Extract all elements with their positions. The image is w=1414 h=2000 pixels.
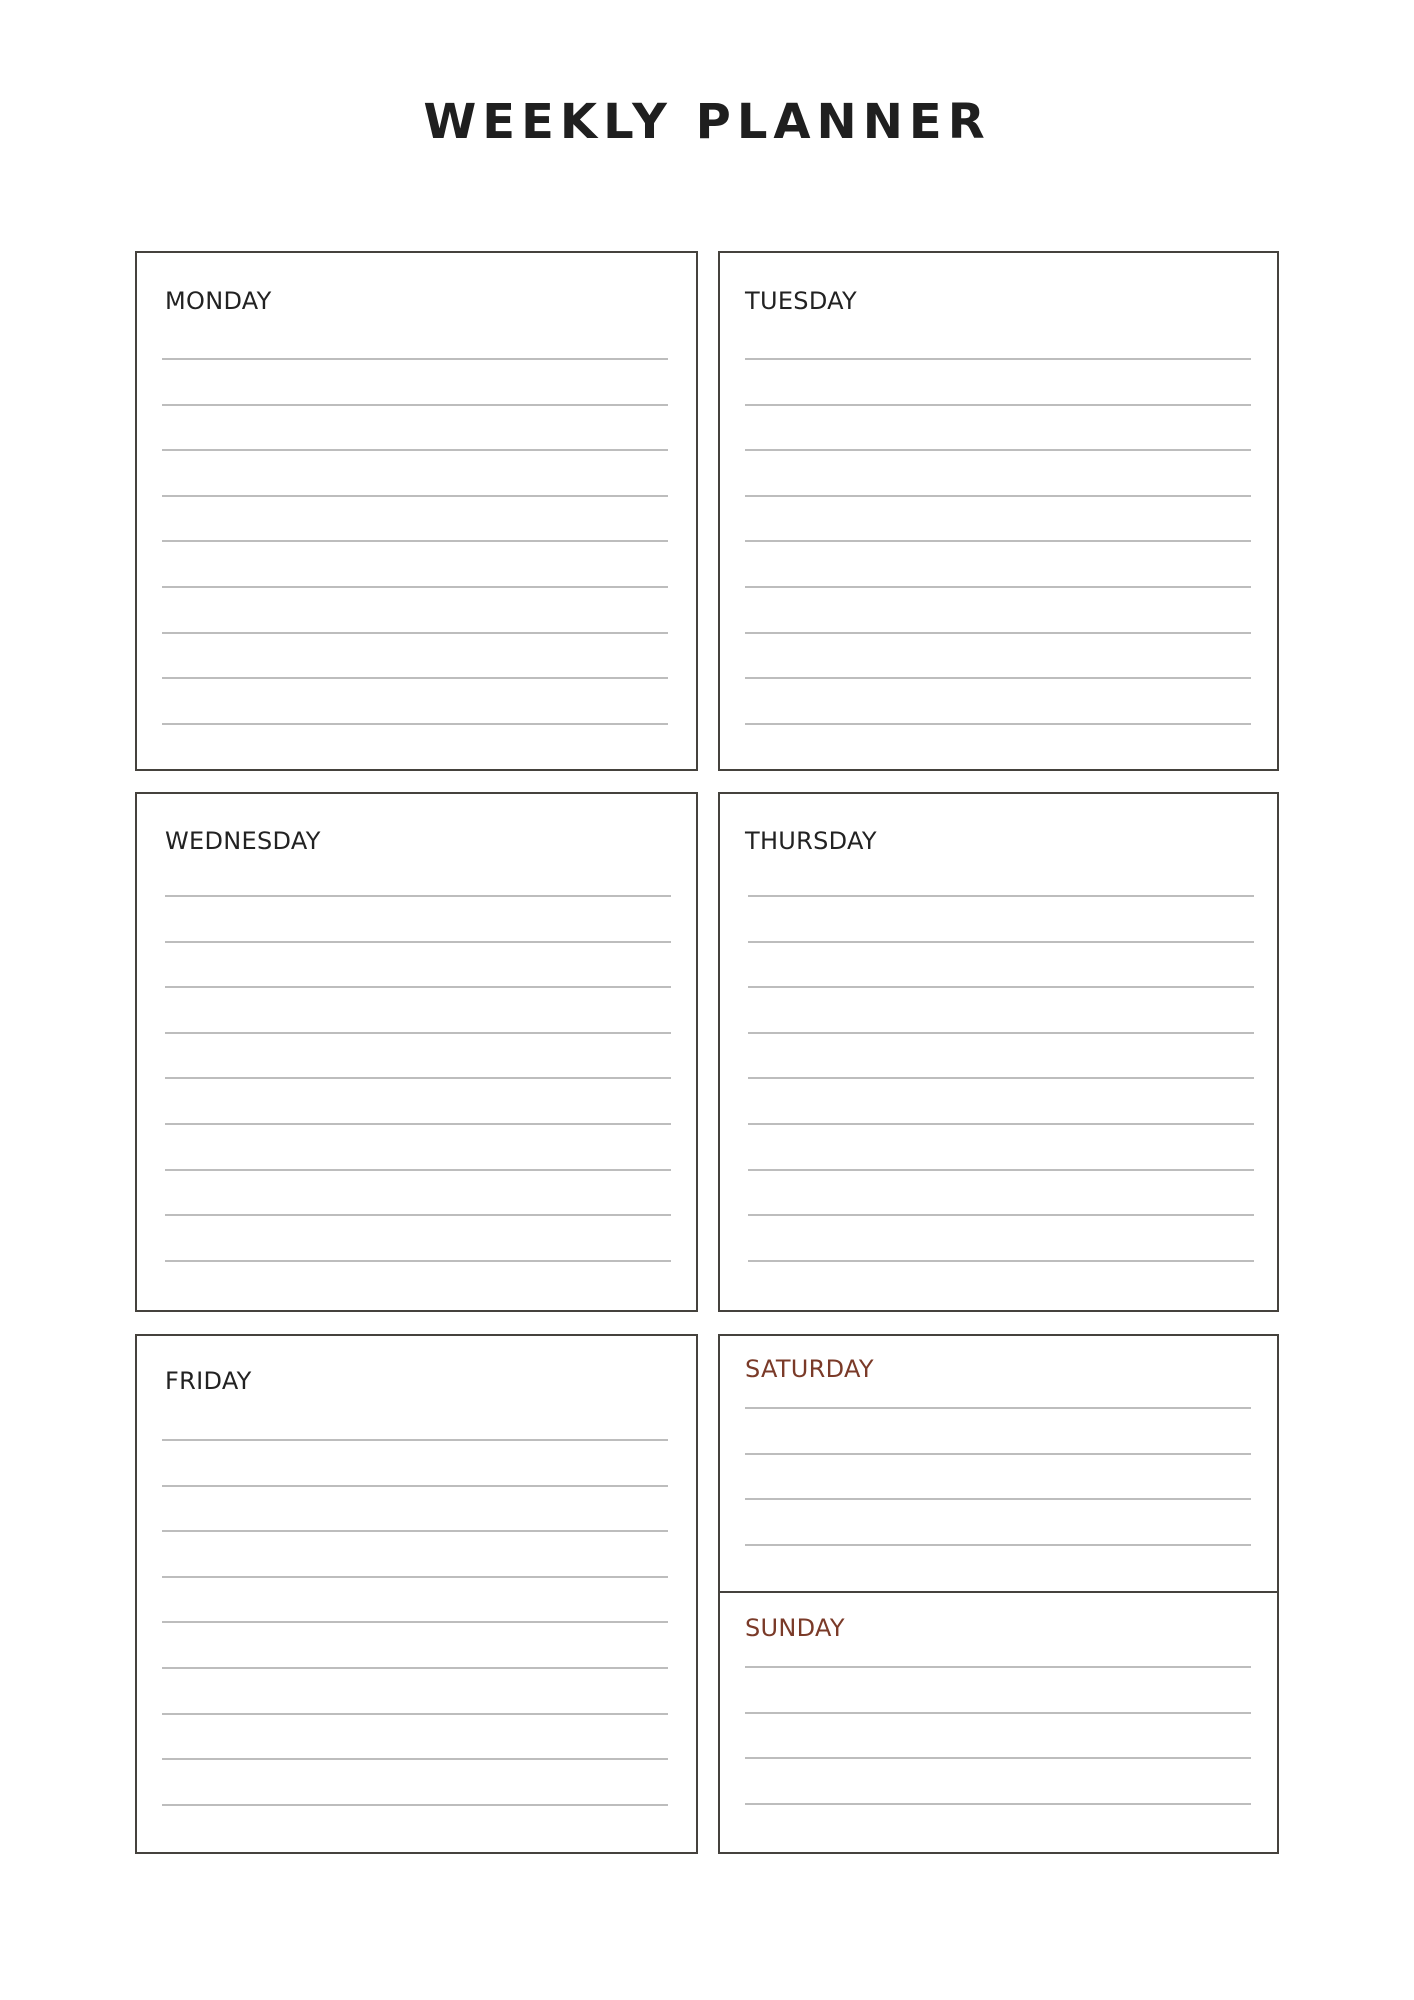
writing-line-sunday — [745, 1666, 1251, 1668]
writing-line-friday — [162, 1485, 668, 1487]
day-label-saturday: SATURDAY — [745, 1355, 874, 1383]
writing-line-tuesday — [745, 358, 1251, 360]
writing-line-wednesday — [165, 1214, 671, 1216]
day-box-thursday — [718, 792, 1279, 1312]
writing-line-thursday — [748, 1169, 1254, 1171]
weekend-divider — [718, 1591, 1279, 1593]
writing-line-thursday — [748, 986, 1254, 988]
writing-line-monday — [162, 449, 668, 451]
writing-line-thursday — [748, 1260, 1254, 1262]
writing-line-thursday — [748, 1032, 1254, 1034]
writing-line-sunday — [745, 1757, 1251, 1759]
writing-line-saturday — [745, 1544, 1251, 1546]
writing-line-wednesday — [165, 1032, 671, 1034]
writing-line-monday — [162, 358, 668, 360]
writing-line-thursday — [748, 895, 1254, 897]
writing-line-wednesday — [165, 941, 671, 943]
writing-line-friday — [162, 1713, 668, 1715]
writing-line-saturday — [745, 1407, 1251, 1409]
writing-line-tuesday — [745, 723, 1251, 725]
writing-line-wednesday — [165, 1169, 671, 1171]
writing-line-thursday — [748, 1077, 1254, 1079]
day-box-monday — [135, 251, 698, 771]
writing-line-friday — [162, 1621, 668, 1623]
writing-line-monday — [162, 540, 668, 542]
writing-line-monday — [162, 404, 668, 406]
day-label-thursday: THURSDAY — [745, 827, 877, 855]
writing-line-tuesday — [745, 540, 1251, 542]
writing-line-tuesday — [745, 404, 1251, 406]
writing-line-tuesday — [745, 586, 1251, 588]
writing-line-tuesday — [745, 449, 1251, 451]
day-label-tuesday: TUESDAY — [745, 287, 857, 315]
writing-line-friday — [162, 1758, 668, 1760]
day-box-weekend — [718, 1334, 1279, 1854]
writing-line-wednesday — [165, 1077, 671, 1079]
writing-line-tuesday — [745, 632, 1251, 634]
writing-line-sunday — [745, 1803, 1251, 1805]
writing-line-monday — [162, 495, 668, 497]
day-box-wednesday — [135, 792, 698, 1312]
writing-line-wednesday — [165, 1260, 671, 1262]
writing-line-thursday — [748, 1214, 1254, 1216]
page-title: WEEKLY PLANNER — [423, 94, 991, 150]
writing-line-monday — [162, 723, 668, 725]
writing-line-friday — [162, 1439, 668, 1441]
writing-line-monday — [162, 677, 668, 679]
writing-line-thursday — [748, 941, 1254, 943]
writing-line-friday — [162, 1530, 668, 1532]
writing-line-tuesday — [745, 677, 1251, 679]
writing-line-friday — [162, 1576, 668, 1578]
day-box-friday — [135, 1334, 698, 1854]
writing-line-friday — [162, 1667, 668, 1669]
day-box-tuesday — [718, 251, 1279, 771]
day-label-monday: MONDAY — [165, 287, 272, 315]
day-label-friday: FRIDAY — [165, 1367, 252, 1395]
writing-line-sunday — [745, 1712, 1251, 1714]
writing-line-thursday — [748, 1123, 1254, 1125]
writing-line-saturday — [745, 1498, 1251, 1500]
writing-line-monday — [162, 632, 668, 634]
writing-line-monday — [162, 586, 668, 588]
writing-line-tuesday — [745, 495, 1251, 497]
day-label-wednesday: WEDNESDAY — [165, 827, 321, 855]
writing-line-wednesday — [165, 895, 671, 897]
writing-line-saturday — [745, 1453, 1251, 1455]
writing-line-wednesday — [165, 1123, 671, 1125]
writing-line-friday — [162, 1804, 668, 1806]
day-label-sunday: SUNDAY — [745, 1614, 845, 1642]
writing-line-wednesday — [165, 986, 671, 988]
